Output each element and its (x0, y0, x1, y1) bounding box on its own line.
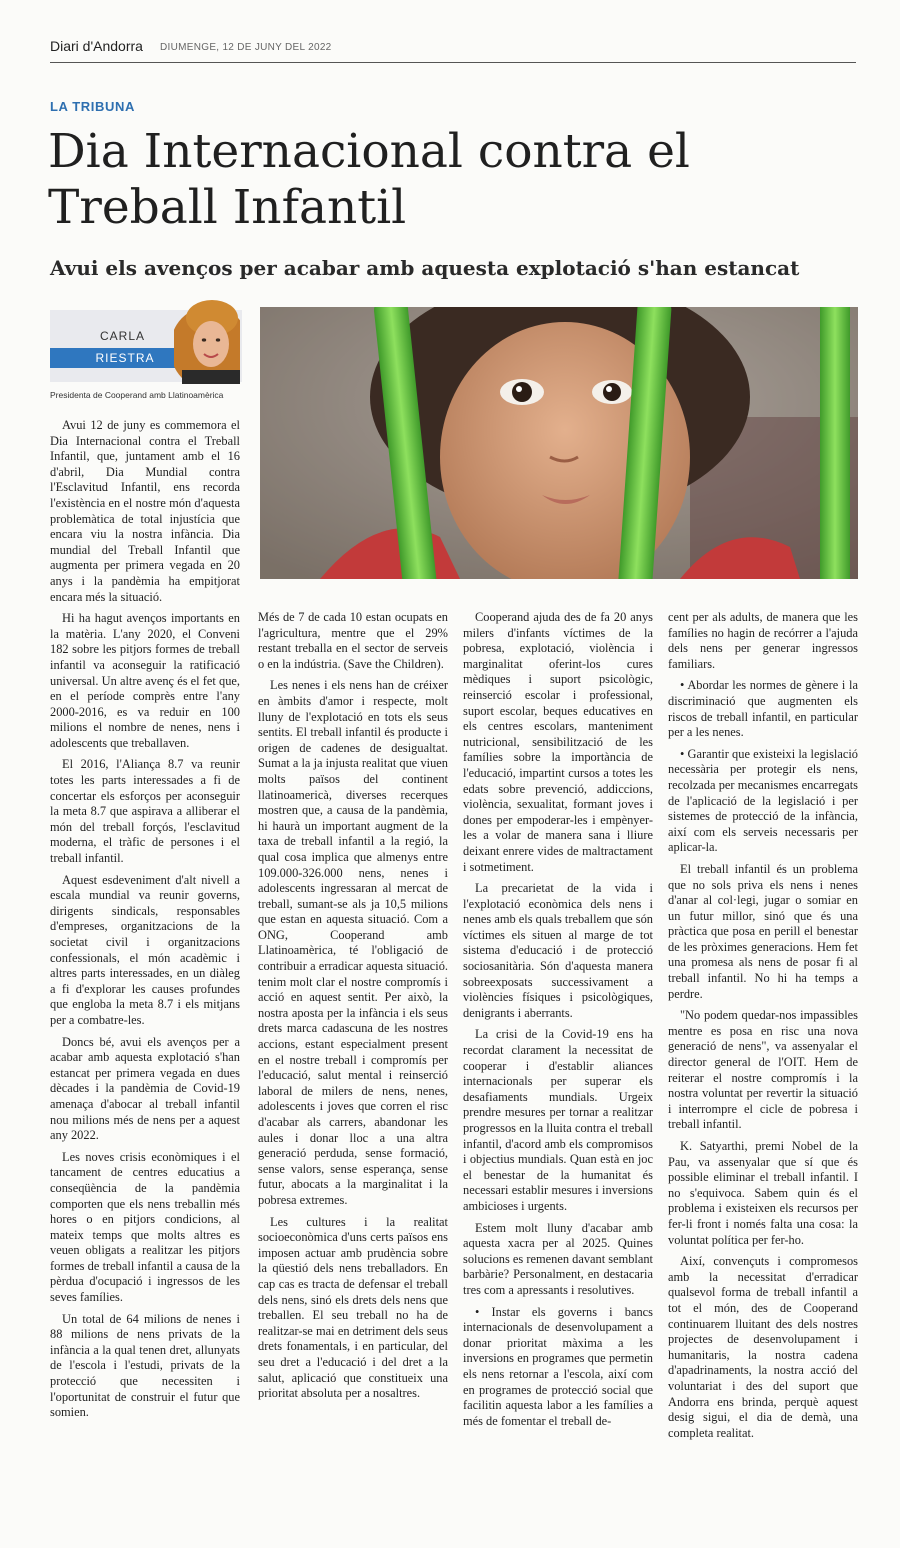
author-box (50, 296, 242, 386)
paragraph: Les noves crisis econòmiques i el tancament de centres educatius a conseqüència de la pandèmia comporten que els nens treballin més hores o en pitjors condicions, al mateix temps que molts altres es veuen obligats a realitzar les pitjors formes de treball infantil a causa de la pèrdua d'ocupació i ingressos de les seves famílies. (50, 1149, 240, 1305)
paragraph: cent per als adults, de manera que les famílies no hagin de recórrer a l'ajuda dels nens per generar ingressos familiars. (668, 610, 858, 671)
paragraph: Un total de 64 milions de nenes i 88 milions de nens privats de la infància a la qual tenen dret, allunyats de l'escola i l'estudi, privats de la protecció que necessiten i l'oportunitat de construir el futur que somien. (50, 1311, 240, 1420)
paragraph: Doncs bé, avui els avenços per a acabar amb aquesta explotació s'han estancat per primera vegada en dues dècades i la pandèmia de Covid-19 amenaça d'abocar al treball infantil nou milions més de nens per a aquest any 2022. (50, 1034, 240, 1143)
paper-name: Diari d'Andorra (50, 38, 143, 54)
paragraph: Estem molt lluny d'acabar amb aquesta xacra per al 2025. Quines solucions es remenen davant semblant barbàrie? Personalment, en destacaria tres com a apressants i resolutives. (463, 1220, 653, 1297)
author-first-name: CARLA (100, 329, 146, 343)
bullet-paragraph: • Instar els governs i bancs internacionals de desenvolupament a donar prioritat màxima a les inversions en programes que permetin els nens retornar a l'escola, així com en programes de protecció social que facilitin aquesta labor a les famílies a més de fomentar el treball de- (463, 1304, 653, 1428)
paragraph: El 2016, l'Aliança 8.7 va reunir totes les parts interessades a fi de concertar els esforços per aconseguir la meta 8.7 que aspirava a alliberar el món del treball forçós, l'esclavitud moderna, el tràfic de persones i el treball infantil. (50, 757, 240, 866)
column-3 (463, 610, 653, 1435)
paragraph: La precarietat de la vida i l'explotació econòmica dels nens i nenes amb els quals treballem que són víctimes els situen al marge de tot sistema d'educació i de protecció sociosanitària. Són d'aquesta manera sobreexposats successivament a violències físiques i psicològiques, denigrants i aberrants. (463, 881, 653, 1020)
column-2 (258, 610, 448, 1408)
paragraph: Avui 12 de juny es commemora el Dia Internacional contra el Treball Infantil, que, juntament amb el 16 d'abril, Dia Mundial contra l'Esclavitud Infantil, ens recorda l'existència en el nostre món d'aquesta problemàtica de total injustícia que encara viu la nostra infància. Dia mundial del Treball Infantil que augmenta per primera vegada en 20 anys i la pandèmia ha empitjorat encara més la situació. (50, 418, 240, 604)
article-subtitle: Avui els avenços per acabar amb aquesta explotació s'han estancat (50, 256, 800, 280)
paragraph: Les cultures i la realitat socioeconòmica d'uns certs països ens imposen actuar amb prudència sobre la qüestió dels nens treballadors. En cap cas es tracta de defensar el treball dels nens, sinó els drets dels nens que treballen. El seu treball no ha de realitzar-se mai en detriment dels seus drets fonamentals, i en particular, del seu dret a l'educació i del dret a la salut, aplicació que constitueix una prioritat absoluta per a nosaltres. (258, 1214, 448, 1401)
paragraph: La crisi de la Covid-19 ens ha recordat clarament la necessitat de cooperar i d'establir aliances internacionals per superar els desafiaments mundials. Urgeix prendre mesures per tornar a realitzar progressos en la lluita contra el treball infantil, d'acord amb els compromisos i objectius mundials. Quan està en joc el benestar de la humanitat és necessari establir mesures i inversions ambicioses i urgents. (463, 1027, 653, 1213)
paragraph: Cooperand ajuda des de fa 20 anys milers d'infants víctimes de la pobresa, explotació, violència i marginalitat oferint-los cures mèdiques i suport psicològic, reinserció escolar i professional, suport escolar, beques educatives en els centres escolars, manteniment nutricional, sensibilització de les famílies sobre la importància de l'educació, impartint cursos a totes les edats sobre prevenció, addiccions, violència, sexualitat, formant joves i dones per empoderar-les i empènyer-les a volar de manera sana i lliure deixant enrere vides de maltractament i sotmetiment. (463, 610, 653, 874)
column-1 (50, 418, 240, 1427)
paragraph: Així, convençuts i compromesos amb la necessitat d'erradicar qualsevol forma de treball infantil a tot el món, des de Cooperand continuarem lluitant des dels nostres projectes de desenvolupament i humanitaris, la nostra cadena d'apadrinaments, la nostra acció del voluntariat i des del suport que Andorra ens brinda, perquè aquest desig sigui, el dia de demà, una completa realitat. (668, 1254, 858, 1440)
paragraph: El treball infantil és un problema que no sols priva els nens i nenes d'anar al col·legi, jugar o somiar en un futur millor, sinó que és una pràctica que posa en perill el benestar de les pròximes generacions. Hem fet una promesa als nens de posar fi al treball infantil. No hi ha temps a perdre. (668, 861, 858, 1001)
child-photo-illustration (260, 307, 858, 579)
paragraph: Més de 7 de cada 10 estan ocupats en l'agricultura, mentre que el 29% restant treballa en el sector de serveis o en la indústria. (Save the Children). (258, 610, 448, 671)
section-label: LA TRIBUNA (50, 99, 135, 114)
author-portrait (174, 296, 240, 384)
article-title: Dia Internacional contra el Treball Infantil (48, 124, 690, 235)
bullet-paragraph: • Garantir que existeixi la legislació necessària per protegir els nens, recolzada per mecanismes encarregats de l'aplicació de la legislació i per sistemes de protecció de la infància, així com els serveis necessaris per aplicar-la. (668, 746, 858, 855)
paragraph: Les nenes i els nens han de créixer en àmbits d'amor i respecte, molt lluny de l'explotació en tots els seus sentits. El treball infantil és producte i origen de cadenes de desigualtat. Sumat a la ja injusta realitat que viuen molts països del continent llatinoamericà, diverses recerques mostren que, a causa de la pandèmia, hi haurà un important augment de la taxa de treball infantil a la regió, la qual cosa implica que almenys entre 109.000-326.000 nens, nenes i adolescents ingressaran al mercat de treball, sumant-se als ja 10,5 milions que estan en aquesta situació. Com a ONG, Cooperand amb Llatinoamèrica, té l'obligació de contribuir a erradicar aquesta situació. tenim molt clar el nostre compromís i acció en aquest sentit. Per això, la nostra aposta per la infància i els seus drets marca cadascuna de les nostres accions, estant especialment present en el nostre treball i compromís per l'educació, salut mental i reinserció laboral de milers de nens, nenes, adolescents i joves que corren el risc d'acabar als carrers, abandonar les aules i donar lloc a una altra generació perduda, sense formació, sense valors, sense esperança, sense futur, abocats a la marginalitat i la pobresa extremes. (258, 678, 448, 1207)
masthead (50, 36, 856, 63)
article-photo (260, 307, 858, 579)
paragraph: K. Satyarthi, premi Nobel de la Pau, va assenyalar que sí que és possible eliminar el treball infantil. I no s'equivoca. Sabem quin és el problema i existeixen els recursos per fer-li front i només falta una cosa: la voluntat política per fer-ho. (668, 1139, 858, 1247)
paragraph: Aquest esdeveniment d'alt nivell a escala mundial va reunir governs, dirigents sindicals, responsables d'empreses, organitzacions de la societat civil i organitzacions confessionals, el món acadèmic i altres parts interessades, en un diàleg a fi d'explorar les causes profundes que engloba la meta 8.7 i els mitjans per a combatre-les. (50, 872, 240, 1027)
author-role: Presidenta de Cooperand amb Llatinoamèrica (50, 390, 224, 400)
author-last-name: RIESTRA (50, 348, 200, 368)
issue-date: DIUMENGE, 12 DE JUNY DEL 2022 (160, 42, 332, 53)
column-4 (668, 610, 858, 1447)
paragraph: "No podem quedar-nos impassibles mentre es posa en risc una nova generació de nens", va assenyalar el director general de l'OIT. Hem de reiterar el nostre compromís i la nostra voluntat per revertir la situació i interrompre el cicle de pobresa i treball infantil. (668, 1008, 858, 1132)
paragraph: Hi ha hagut avenços importants en la matèria. L'any 2020, el Conveni 182 sobre les pitjors formes de treball infantil va aconseguir la ratificació universal. Un altre avenç és el fet que, en el període comprès entre l'any 2000-2016, es va reduir en 100 milions el nombre de nenes, nens i adolescents que treballaven. (50, 611, 240, 750)
bullet-paragraph: • Abordar les normes de gènere i la discriminació que augmenten els riscos de treball infantil, en particular per a les nenes. (668, 678, 858, 740)
